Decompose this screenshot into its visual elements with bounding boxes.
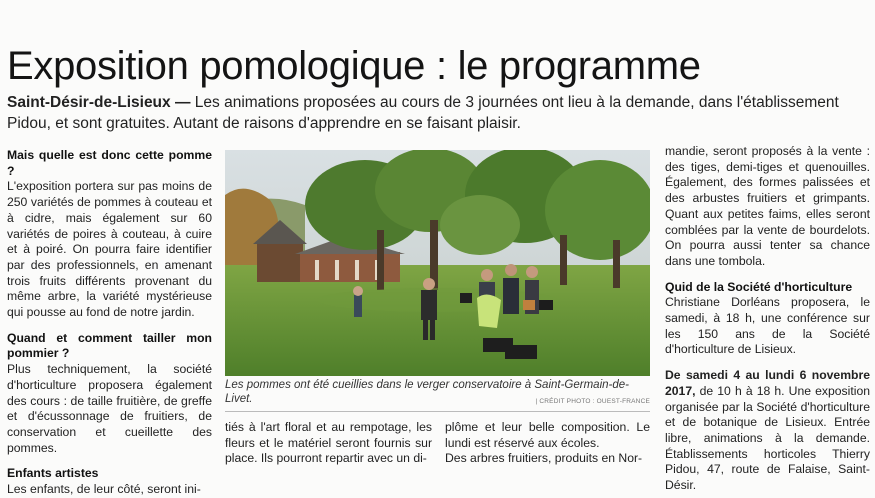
orchard-photo-illustration [225, 150, 650, 376]
column-3 [445, 420, 650, 467]
paragraph-infos-pratiques [665, 368, 870, 494]
column-2 [225, 420, 432, 467]
subheading-societe: Quid de la Société d'horticulture [665, 279, 853, 294]
paragraph-cours: Plus techniquement, la société d'horticulture proposera également des cours : de taille fruitière, de greffe et d'écussonnage de fruitiers, de conservation et cueillette des pommes. [7, 362, 212, 455]
caption-divider [225, 411, 650, 412]
event-details: de 10 h à 18 h. Une exposition organisée par la Société d'horticulture et de botanique de Lisieux. Entrée libre, animations à la demande. Établissements horticoles Thierry Pidou, 47, route de Falaise, Saint-Désir. [665, 383, 870, 493]
photo-credit: | CRÉDIT PHOTO : OUEST-FRANCE [535, 398, 650, 405]
paragraph-conference: Christiane Dorléans proposera, le samedi, à 18 h, une conférence sur les 150 ans de la Société d'horticulture de Lisieux. [665, 295, 870, 357]
paragraph-art-floral: tiés à l'art floral et au rempotage, les fleurs et le matériel seront fournis sur place. Ils pourront repartir avec un di- [225, 420, 432, 466]
lead-text: Les animations proposées au cours de 3 journées ont lieu à la demande, dans l'établissement Pidou, et sont gratuites. Autant de raisons d'apprendre en se faisant plaisir. [7, 94, 839, 132]
photo-caption: Les pommes ont été cueillies dans le verger conservatoire à Saint-Germain-de-Livet. [225, 379, 629, 405]
paragraph-exposition: L'exposition portera sur pas moins de 250 variétés de pommes à couteau et à cidre, mais également sur 60 variétés de poires à couteau, à cuire et à poiré. On pourra faire identifier par des professionnels, en amenant trois fruits différents provenant du même arbre, la variété mystérieuse qui pousse au fond de notre jardin. [7, 179, 212, 320]
subheading-tailler: Quand et comment tailler mon pommier ? [7, 330, 212, 361]
event-dates: De samedi 4 au lundi 6 novembre 2017, [665, 368, 870, 398]
paragraph-enfants: Les enfants, de leur côté, seront ini- [7, 482, 201, 497]
column-4 [665, 144, 870, 494]
subheading-pomme: Mais quelle est donc cette pomme ? [7, 148, 212, 178]
paragraph-vente: mandie, seront proposés à la vente : des tiges, demi-tiges et quenouilles. Également, des formes palissées et des arbustes fruitiers et grimpants. Quant aux petites faims, elles seront comblées par la vente de bourdelots. On pourra aussi tenter sa chance dans une tombola. [665, 144, 870, 268]
paragraph-arbres: Des arbres fruitiers, produits en Nor- [445, 451, 643, 466]
dateline-place: Saint-Désir-de-Lisieux — [7, 94, 191, 111]
paragraph-diplome: plôme et leur belle composition. Le lundi est réservé aux écoles. [445, 420, 650, 450]
orchard-photo [225, 150, 650, 376]
article-title: Exposition pomologique : le programme [7, 44, 701, 88]
subheading-enfants: Enfants artistes [7, 466, 99, 481]
article-lead [7, 92, 867, 134]
column-1 [7, 148, 212, 498]
